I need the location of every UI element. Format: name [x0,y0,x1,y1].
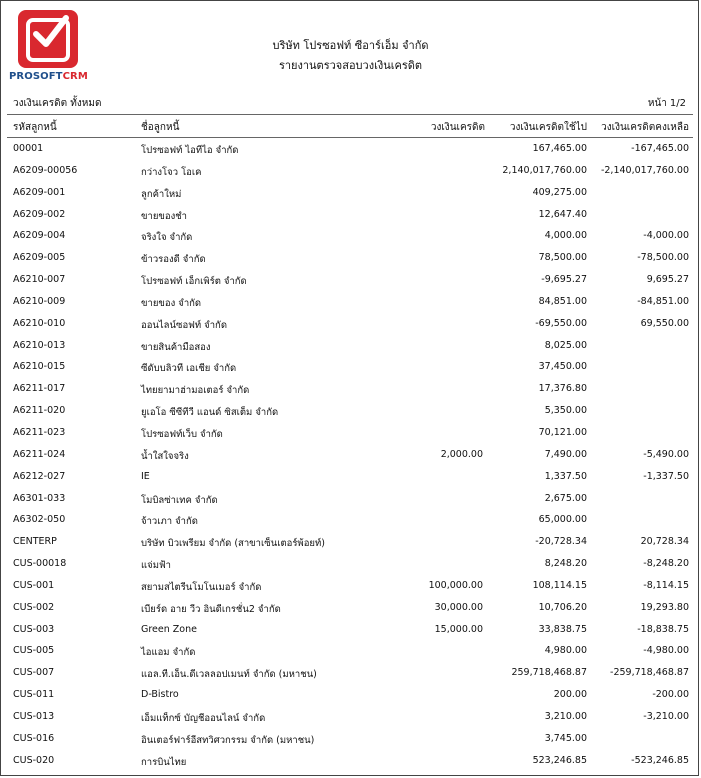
table-row [7,752,693,774]
table-row [7,293,693,315]
page-number [645,96,686,111]
cell-name: สยามสไตรีนโมโนเมอร์ จำกัด [141,581,262,593]
column-header-remain: วงเงินเครดิตคงเหลือ [601,122,689,133]
page-value: 1/2 [669,98,686,109]
table-row [7,380,693,402]
cell-used: 1,337.50 [544,470,587,482]
cell-code: A6211-017 [13,383,66,395]
cell-code: A6210-009 [13,295,66,307]
cell-code: A6210-015 [13,361,66,373]
cell-used: 8,248.20 [544,558,587,570]
cell-remain: 20,728.34 [640,536,689,548]
cell-remain: -5,490.00 [643,448,689,460]
cell-remain: -78,500.00 [637,252,689,264]
table-row [7,206,693,228]
table-row [7,555,693,577]
cell-used: 78,500.00 [538,252,587,264]
cell-name: เบียร์ด อาย วีว อินดีเกรชั่น2 จำกัด [141,603,281,615]
table-row [7,511,693,533]
table-row [7,490,693,512]
cell-used: 2,675.00 [544,492,587,504]
cell-used: 10,706.20 [538,601,587,613]
cell-name: IE [141,470,150,482]
table-row [7,249,693,271]
column-header-code: รหัสลูกหนี้ [13,122,57,133]
cell-name: โปรซอฟท์ เอ็กเพิร์ต จำกัด [141,276,247,288]
table-row [7,599,693,621]
cell-remain: -167,465.00 [631,143,689,154]
cell-code: CUS-002 [13,601,55,613]
cell-code: A6302-050 [13,514,66,526]
cell-code: CUS-016 [13,732,55,744]
cell-name: ข้าวรองดี จำกัด [141,254,206,266]
cell-used: 409,275.00 [532,186,587,198]
cell-name: การบินไทย [141,756,187,768]
table-row [7,468,693,490]
cell-used: 12,647.40 [538,208,587,220]
cell-remain: -2,140,017,760.00 [600,164,689,176]
report-title: รายงานตรวจสอบวงเงินเครดิต [278,59,423,72]
table-header [7,114,693,138]
cell-used: -9,695.27 [541,274,587,286]
cell-name: ขายของชำ [141,210,188,222]
cell-used: 4,980.00 [544,645,587,657]
cell-name: โปรซอฟท์เว็บ จำกัด [141,428,223,440]
table-row [7,621,693,643]
table-row [7,730,693,752]
cell-limit: 30,000.00 [434,601,483,613]
company-name: บริษัท โปรซอฟท์ ซีอาร์เอ็ม จำกัด [272,39,429,52]
table-body [7,140,693,773]
table-row [7,358,693,380]
cell-used: 84,851.00 [538,295,587,307]
cell-name: ลูกค้าใหม่ [141,188,182,200]
cell-used: 5,350.00 [544,405,587,417]
cell-code: A6210-013 [13,339,66,351]
cell-used: 200.00 [553,689,587,701]
cell-remain: -8,248.20 [643,558,689,570]
cell-name: ไอแอม จำกัด [141,647,196,659]
cell-used: 17,376.80 [538,383,587,395]
cell-remain: -18,838.75 [637,623,689,635]
cell-name: โปรซอฟท์ ไอทีไอ จำกัด [141,145,239,156]
cell-used: 70,121.00 [538,426,587,438]
table-row [7,533,693,555]
cell-used: 37,450.00 [538,361,587,373]
cell-code: A6301-033 [13,492,66,504]
cell-used: 33,838.75 [538,623,587,635]
cell-code: CUS-007 [13,667,55,679]
table-row [7,315,693,337]
cell-name: ซีดับบลิวที เอเชีย จำกัด [141,363,237,375]
cell-code: A6209-004 [13,230,66,242]
table-row [7,337,693,359]
cell-code: CENTERP [13,536,57,548]
cell-code: CUS-001 [13,579,55,591]
table-row [7,402,693,424]
table-row [7,708,693,730]
cell-limit: 100,000.00 [428,579,483,591]
cell-name: ไทยยามาฮ่ามอเตอร์ จำกัด [141,385,250,397]
cell-name: จ้าวเภา จำกัด [141,516,198,528]
cell-used: 2,140,017,760.00 [502,164,587,176]
cell-remain: -200.00 [652,689,689,701]
cell-name: โมบิลซ่าเทค จำกัด [141,494,218,506]
cell-code: CUS-005 [13,645,55,657]
cell-remain: -3,210.00 [643,710,689,722]
cell-name: แจ่มฟ้า [141,560,172,572]
cell-code: CUS-013 [13,710,55,722]
cell-name: ออนไลน์ซอฟท์ จำกัด [141,319,227,331]
cell-name: ยูเอโอ ซีซีทีวี แอนด์ ซิสเต็ม จำกัด [141,407,279,419]
page-label: หน้า [647,98,667,109]
cell-used: 3,210.00 [544,710,587,722]
cell-used: 108,114.15 [532,579,587,591]
cell-remain: 9,695.27 [646,274,689,286]
cell-name: D-Bistro [141,689,179,701]
cell-used: 8,025.00 [544,339,587,351]
cell-code: A6210-010 [13,317,66,329]
cell-code: CUS-00018 [13,558,67,570]
table-row [7,162,693,184]
cell-remain: -523,246.85 [631,754,689,766]
cell-remain: -259,718,468.87 [610,667,689,679]
cell-code: A6212-027 [13,470,66,482]
cell-code: A6211-023 [13,426,66,438]
cell-used: 4,000.00 [544,230,587,242]
cell-code: CUS-011 [13,689,55,701]
cell-limit: 2,000.00 [440,448,483,460]
cell-used: -69,550.00 [535,317,587,329]
cell-remain: -4,000.00 [643,230,689,242]
logo-text-main: PROSOFT [9,71,63,82]
cell-name: จริงใจ จำกัด [141,232,193,244]
table-row [7,642,693,664]
cell-used: -20,728.34 [535,536,587,548]
cell-name: บริษัท บิวเพรียม จำกัด (สาขาเซ็นเตอร์พ้อยท์) [141,538,325,550]
cell-code: 00001 [13,143,44,154]
cell-code: A6209-00056 [13,164,78,176]
cell-code: A6211-020 [13,405,66,417]
cell-code: A6211-024 [13,448,66,460]
column-header-limit: วงเงินเครดิต [430,122,485,133]
cell-name: น้ำใสใจจริง [141,450,189,462]
cell-used: 523,246.85 [532,754,587,766]
column-header-used: วงเงินเครดิตใช้ไป [509,122,587,133]
table-row [7,184,693,206]
logo-text-accent: CRM [62,71,88,82]
cell-remain: 19,293.80 [640,601,689,613]
cell-code: A6210-007 [13,274,66,286]
report-filter: วงเงินเครดิต ทั้งหมด [13,98,102,109]
table-row [7,686,693,708]
table-row [7,577,693,599]
cell-limit: 15,000.00 [434,623,483,635]
cell-code: A6209-002 [13,208,66,220]
cell-name: Green Zone [141,623,197,635]
cell-remain: -4,980.00 [643,645,689,657]
cell-code: A6209-001 [13,186,66,198]
cell-name: กว่างโจว โอเค [141,166,202,178]
table-row [7,227,693,249]
cell-used: 65,000.00 [538,514,587,526]
cell-remain: -84,851.00 [637,295,689,307]
cell-name: เอ็มแท็กซ์ บัญชีออนไลน์ จำกัด [141,712,266,724]
cell-remain: -1,337.50 [643,470,689,482]
cell-used: 259,718,468.87 [511,667,587,679]
cell-used: 167,465.00 [532,143,587,154]
cell-code: CUS-003 [13,623,55,635]
cell-remain: -8,114.15 [643,579,689,591]
cell-name: ขายสินค้ามือสอง [141,341,211,353]
table-row [7,140,693,162]
cell-code: A6209-005 [13,252,66,264]
table-row [7,424,693,446]
cell-code: CUS-020 [13,754,55,766]
cell-name: แอล.ที.เอ็น.ดีเวลลอปเมนท์ จำกัด (มหาชน) [141,669,317,681]
cell-used: 7,490.00 [544,448,587,460]
cell-remain: 69,550.00 [640,317,689,329]
table-row [7,664,693,686]
cell-name: อินเตอร์ฟาร์อีสทวิศวกรรม จำกัด (มหาชน) [141,734,315,746]
column-header-name: ชื่อลูกหนี้ [141,122,180,133]
table-row [7,446,693,468]
table-row [7,271,693,293]
cell-used: 3,745.00 [544,732,587,744]
cell-name: ขายของ จำกัด [141,297,202,309]
